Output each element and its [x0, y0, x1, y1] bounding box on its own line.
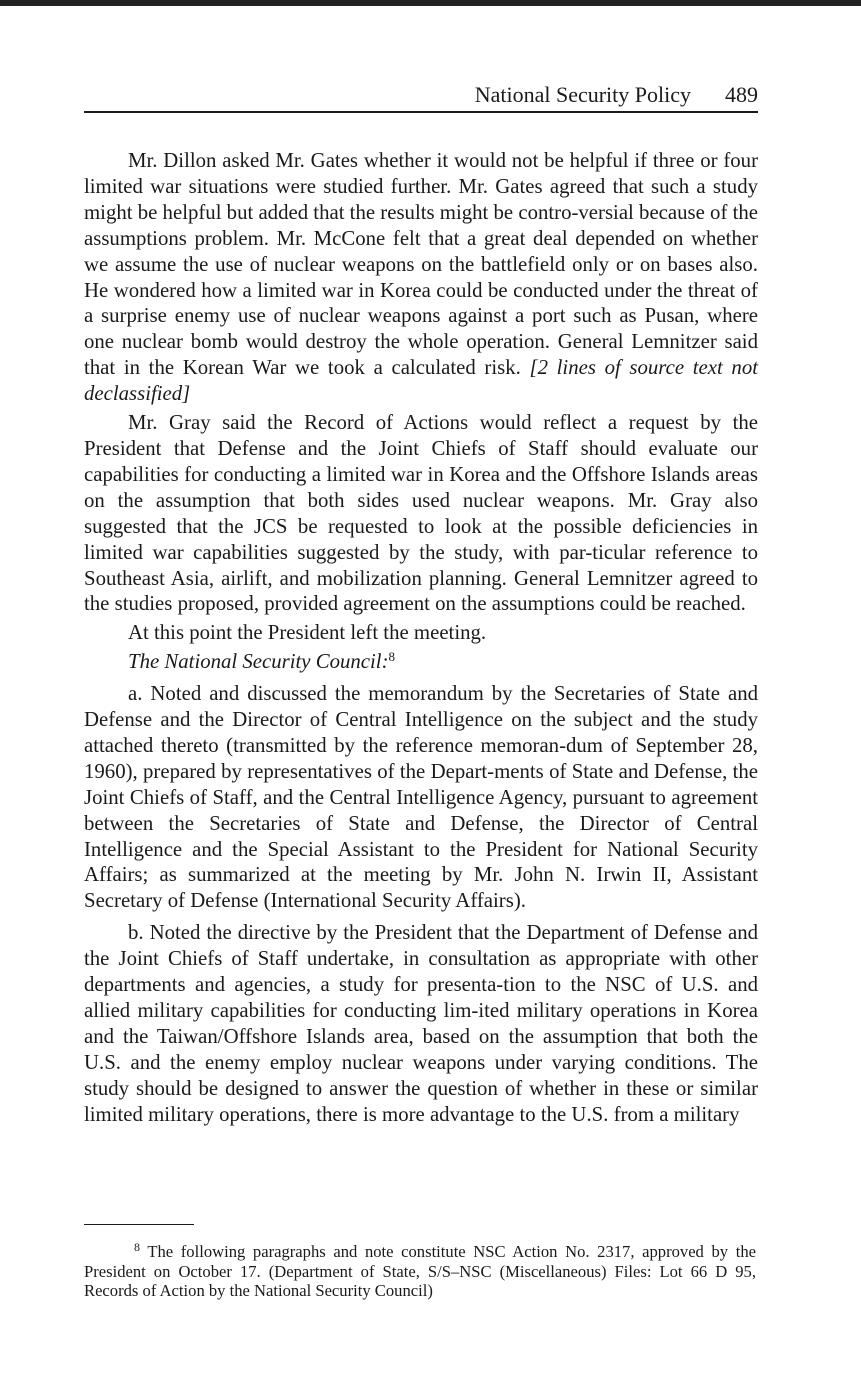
paragraph-item-a: a. Noted and discussed the memorandum by the Secretaries of State and Defense and the Director of Central Intelligence on the subject and the study attached thereto (transmitted by the reference memoran-dum of September 28, 1960), prepared by representatives of the Depart-ments of State and Defense, the Joint Chiefs of Staff, and the Central Intelligence Agency, pursuant to agreement between the Secretaries of State and Defense, the Director of Central Intelligence and the Special Assistant to the President for National Security Affairs; as summarized at the meeting by Mr. John N. Irwin II, Assistant Secretary of Defense (International Security Affairs). [84, 682, 758, 913]
footnote-reference: 8 [388, 649, 396, 665]
page-number: 489 [725, 82, 758, 107]
header-rule [84, 111, 758, 113]
paragraph-item-b: b. Noted the directive by the President that the Department of Defense and the Joint Chiefs of Staff undertake, in consultation as appropriate with other departments and agencies, a study for presenta-tion to the NSC of U.S. and allied military capabilities for conducting lim-ited military operations in Korea and the Taiwan/Offshore Islands area, based on the assumption that both the U.S. and the enemy employ nuclear weapons under varying conditions. The study should be designed to answer the question of whether in these or similar limited military operations, there is more advantage to the U.S. from a military [84, 921, 758, 1126]
footnote [84, 1242, 756, 1301]
body-text [84, 148, 758, 1128]
running-head-title: National Security Policy [474, 82, 691, 107]
footnote-number: 8 [134, 1240, 140, 1254]
footnote-rule [84, 1224, 194, 1225]
footnote-text: The following paragraphs and note constitute NSC Action No. 2317, approved by the President on October 17. (Department of State, S/S–NSC (Miscellaneous) Files: Lot 66 D 95, Records of Action by the National Security Council) [84, 1242, 756, 1300]
running-header [84, 82, 758, 110]
editorial-note: [2 lines of source text not declassified] [84, 356, 759, 406]
paragraph-gray-record: Mr. Gray said the Record of Actions would reflect a request by the President that Defense and the Joint Chiefs of Staff should evaluate our capabilities for conducting a limited war in Korea and the Offshore Islands areas on the assumption that both sides used nuclear weapons. Mr. Gray also suggested that the JCS be requested to look at the possible deficiencies in limited war capabilities suggested by the study, with par-ticular reference to Southeast Asia, airlift, and mobilization planning. General Lemnitzer agreed to the studies proposed, provided agreement on the assumptions could be reached. [84, 411, 758, 616]
paragraph-nsc-heading [84, 649, 758, 675]
paragraph-dillon-gates [84, 148, 758, 407]
paragraph-text: Mr. Dillon asked Mr. Gates whether it would not be helpful if three or four limited war situations were studied further. Mr. Gates agreed that such a study might be helpful but added that the results might be contro-versial because of the assumptions problem. Mr. McCone felt that a great deal depended on whether we assume the use of nuclear weapons on the battlefield only or on bases also. He wondered how a limited war in Korea could be conducted under the threat of a surprise enemy use of nuclear weapons against a port such as Pusan, where one nuclear bomb would destroy the whole operation. General Lemnitzer said that in the Korean War we took a calculated risk. [84, 149, 758, 380]
paragraph-president-left: At this point the President left the meeting. [128, 621, 487, 645]
page-top-edge [0, 0, 861, 6]
nsc-heading-text: The National Security Council: [128, 650, 389, 674]
